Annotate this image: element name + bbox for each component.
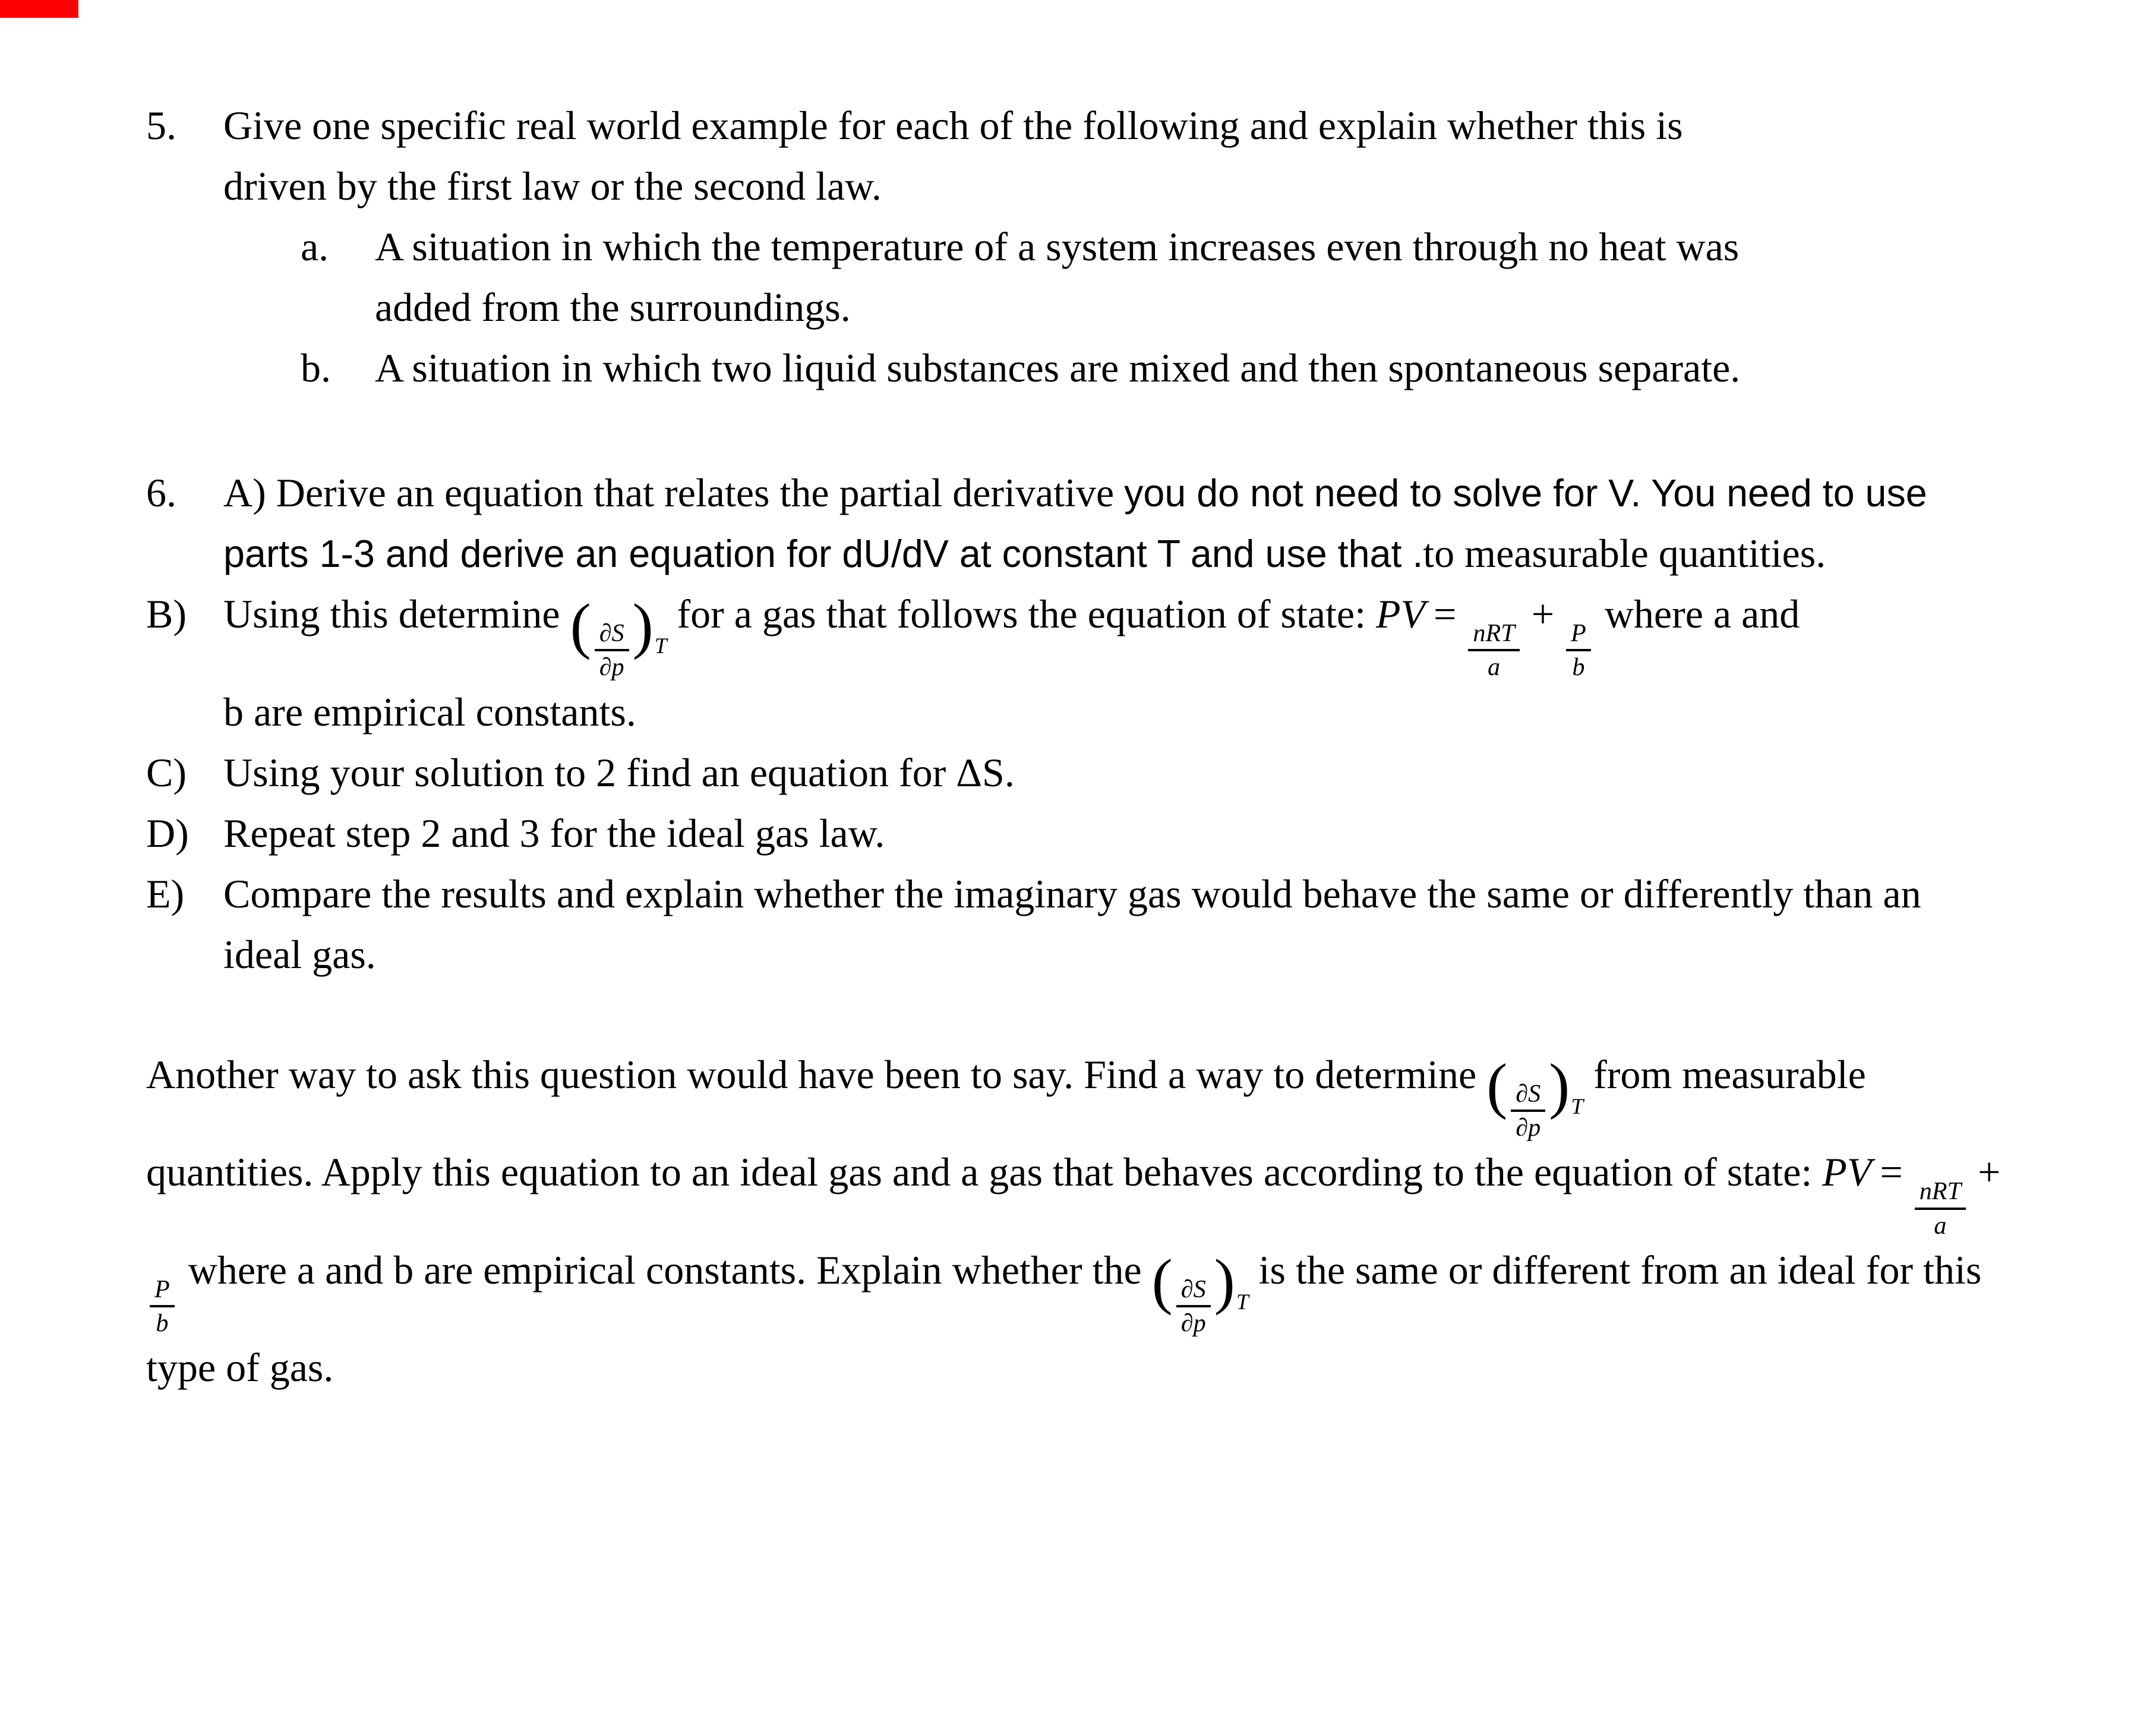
question-6-part-d [146, 803, 2019, 863]
subscript-T: T [654, 634, 667, 658]
fraction-p-b [1566, 619, 1591, 681]
question-6-part-b-body [223, 584, 1827, 742]
question-5 [146, 95, 2019, 398]
list-item-a [301, 216, 1768, 338]
fraction-ds-dp [1511, 1080, 1545, 1142]
fraction-ds-dp [1176, 1275, 1211, 1337]
fraction-numerator: nRT [1915, 1177, 1966, 1209]
question-6-part-b [146, 584, 2019, 742]
question-6-part-e [146, 863, 2019, 985]
equals-sign: = [1880, 1149, 1903, 1195]
part-a-serif-lead: A) Derive an equation that relates the partial derivative [223, 470, 1125, 515]
fraction-denominator: a [1934, 1211, 1947, 1240]
plus-sign: + [1977, 1149, 2001, 1195]
fraction-ds-dp [595, 619, 629, 681]
question-6-part-a-body [223, 462, 1934, 584]
question-5-sublist [301, 216, 1768, 398]
closing-paragraph [146, 1044, 2012, 1398]
fraction-numerator: ∂S [595, 619, 629, 651]
fraction-nrt-a [1915, 1177, 1966, 1239]
equation-of-state [1375, 591, 1595, 682]
fraction-denominator: ∂p [1516, 1113, 1541, 1142]
pv-term: PV [1375, 591, 1426, 636]
fraction-nrt-a [1468, 619, 1519, 681]
question-5-text: Give one specific real world example for each of the following and explain whether this is driven by the first law or the second law. [223, 103, 1683, 209]
partial-derivative-ds-dp: ( $\frac{\partial S}{\partial p}$ )$_T$ [1486, 1051, 1584, 1142]
partial-derivative-ds-dp: ( $\frac{\partial S}{\partial p}$ )$_T$ [570, 590, 667, 682]
fraction-numerator: P [1566, 619, 1591, 651]
closing-s1: Another way to ask this question would have been to say. Find a way to determine [146, 1051, 1487, 1097]
part-d-label: D) [146, 810, 189, 856]
subscript-T: T [1571, 1094, 1584, 1119]
question-6-part-c [146, 742, 2019, 803]
list-item-a-label: a. [301, 224, 329, 269]
fraction-numerator: ∂S [1511, 1080, 1545, 1112]
fraction-numerator: nRT [1468, 619, 1519, 651]
question-6-part-a [146, 462, 2019, 584]
part-b-label: B) [146, 591, 187, 636]
list-item-a-text: A situation in which the temperature of a system increases even through no heat was added from the surroundings. [375, 224, 1740, 330]
list-item-b [301, 338, 1768, 398]
fraction-denominator: b [1572, 653, 1585, 682]
part-e-text: Compare the results and explain whether the imaginary gas would behave the same or differently than an ideal gas. [223, 871, 1921, 977]
fraction-denominator: ∂p [599, 653, 624, 682]
question-5-body [223, 95, 1768, 398]
closing-s2: from measurable quantities. Apply this equation to an ideal gas and a gas that behaves according to the equation of state: [146, 1051, 1866, 1195]
part-a-sans-body: you do not need to solve for V. You need to use parts 1-3 and derive an equation for dU/dV at constant T and use that . [223, 472, 1927, 575]
part-b-mid: for a gas that follows the equation of state: [667, 591, 1376, 636]
equals-sign: = [1434, 591, 1457, 636]
closing-s4: is the same or different from an ideal for this type of gas. [146, 1247, 1982, 1391]
fraction-denominator: b [156, 1309, 169, 1338]
partial-derivative-ds-dp: ( $\frac{\partial S}{\partial p}$ )$_T$ [1151, 1246, 1249, 1338]
part-c-label: C) [146, 749, 187, 795]
closing-s3: where a and b are empirical constants. Explain whether the [178, 1247, 1152, 1293]
fraction-p-b [150, 1275, 175, 1337]
part-e-label: E) [146, 871, 185, 916]
question-6-number: 6. [146, 470, 176, 515]
red-corner-mark [0, 0, 78, 18]
pv-term: PV [1822, 1149, 1872, 1195]
list-item-b-label: b. [301, 345, 331, 390]
part-a-serif-tail: to measurable quantities. [1423, 531, 1826, 576]
fraction-numerator: P [150, 1275, 175, 1307]
part-c-text: Using your solution to 2 find an equation for ΔS. [223, 749, 1015, 795]
part-b-tail: where a and b are empirical constants. [223, 591, 1800, 735]
question-5-number: 5. [146, 103, 176, 148]
part-b-lead: Using this determine [223, 591, 570, 636]
fraction-denominator: ∂p [1180, 1309, 1206, 1338]
fraction-numerator: ∂S [1176, 1275, 1211, 1307]
part-d-text: Repeat step 2 and 3 for the ideal gas law. [223, 810, 885, 856]
plus-sign: + [1531, 591, 1555, 636]
fraction-denominator: a [1488, 653, 1501, 682]
list-item-b-text: A situation in which two liquid substances are mixed and then spontaneous separate. [375, 345, 1741, 390]
subscript-T: T [1236, 1290, 1249, 1315]
